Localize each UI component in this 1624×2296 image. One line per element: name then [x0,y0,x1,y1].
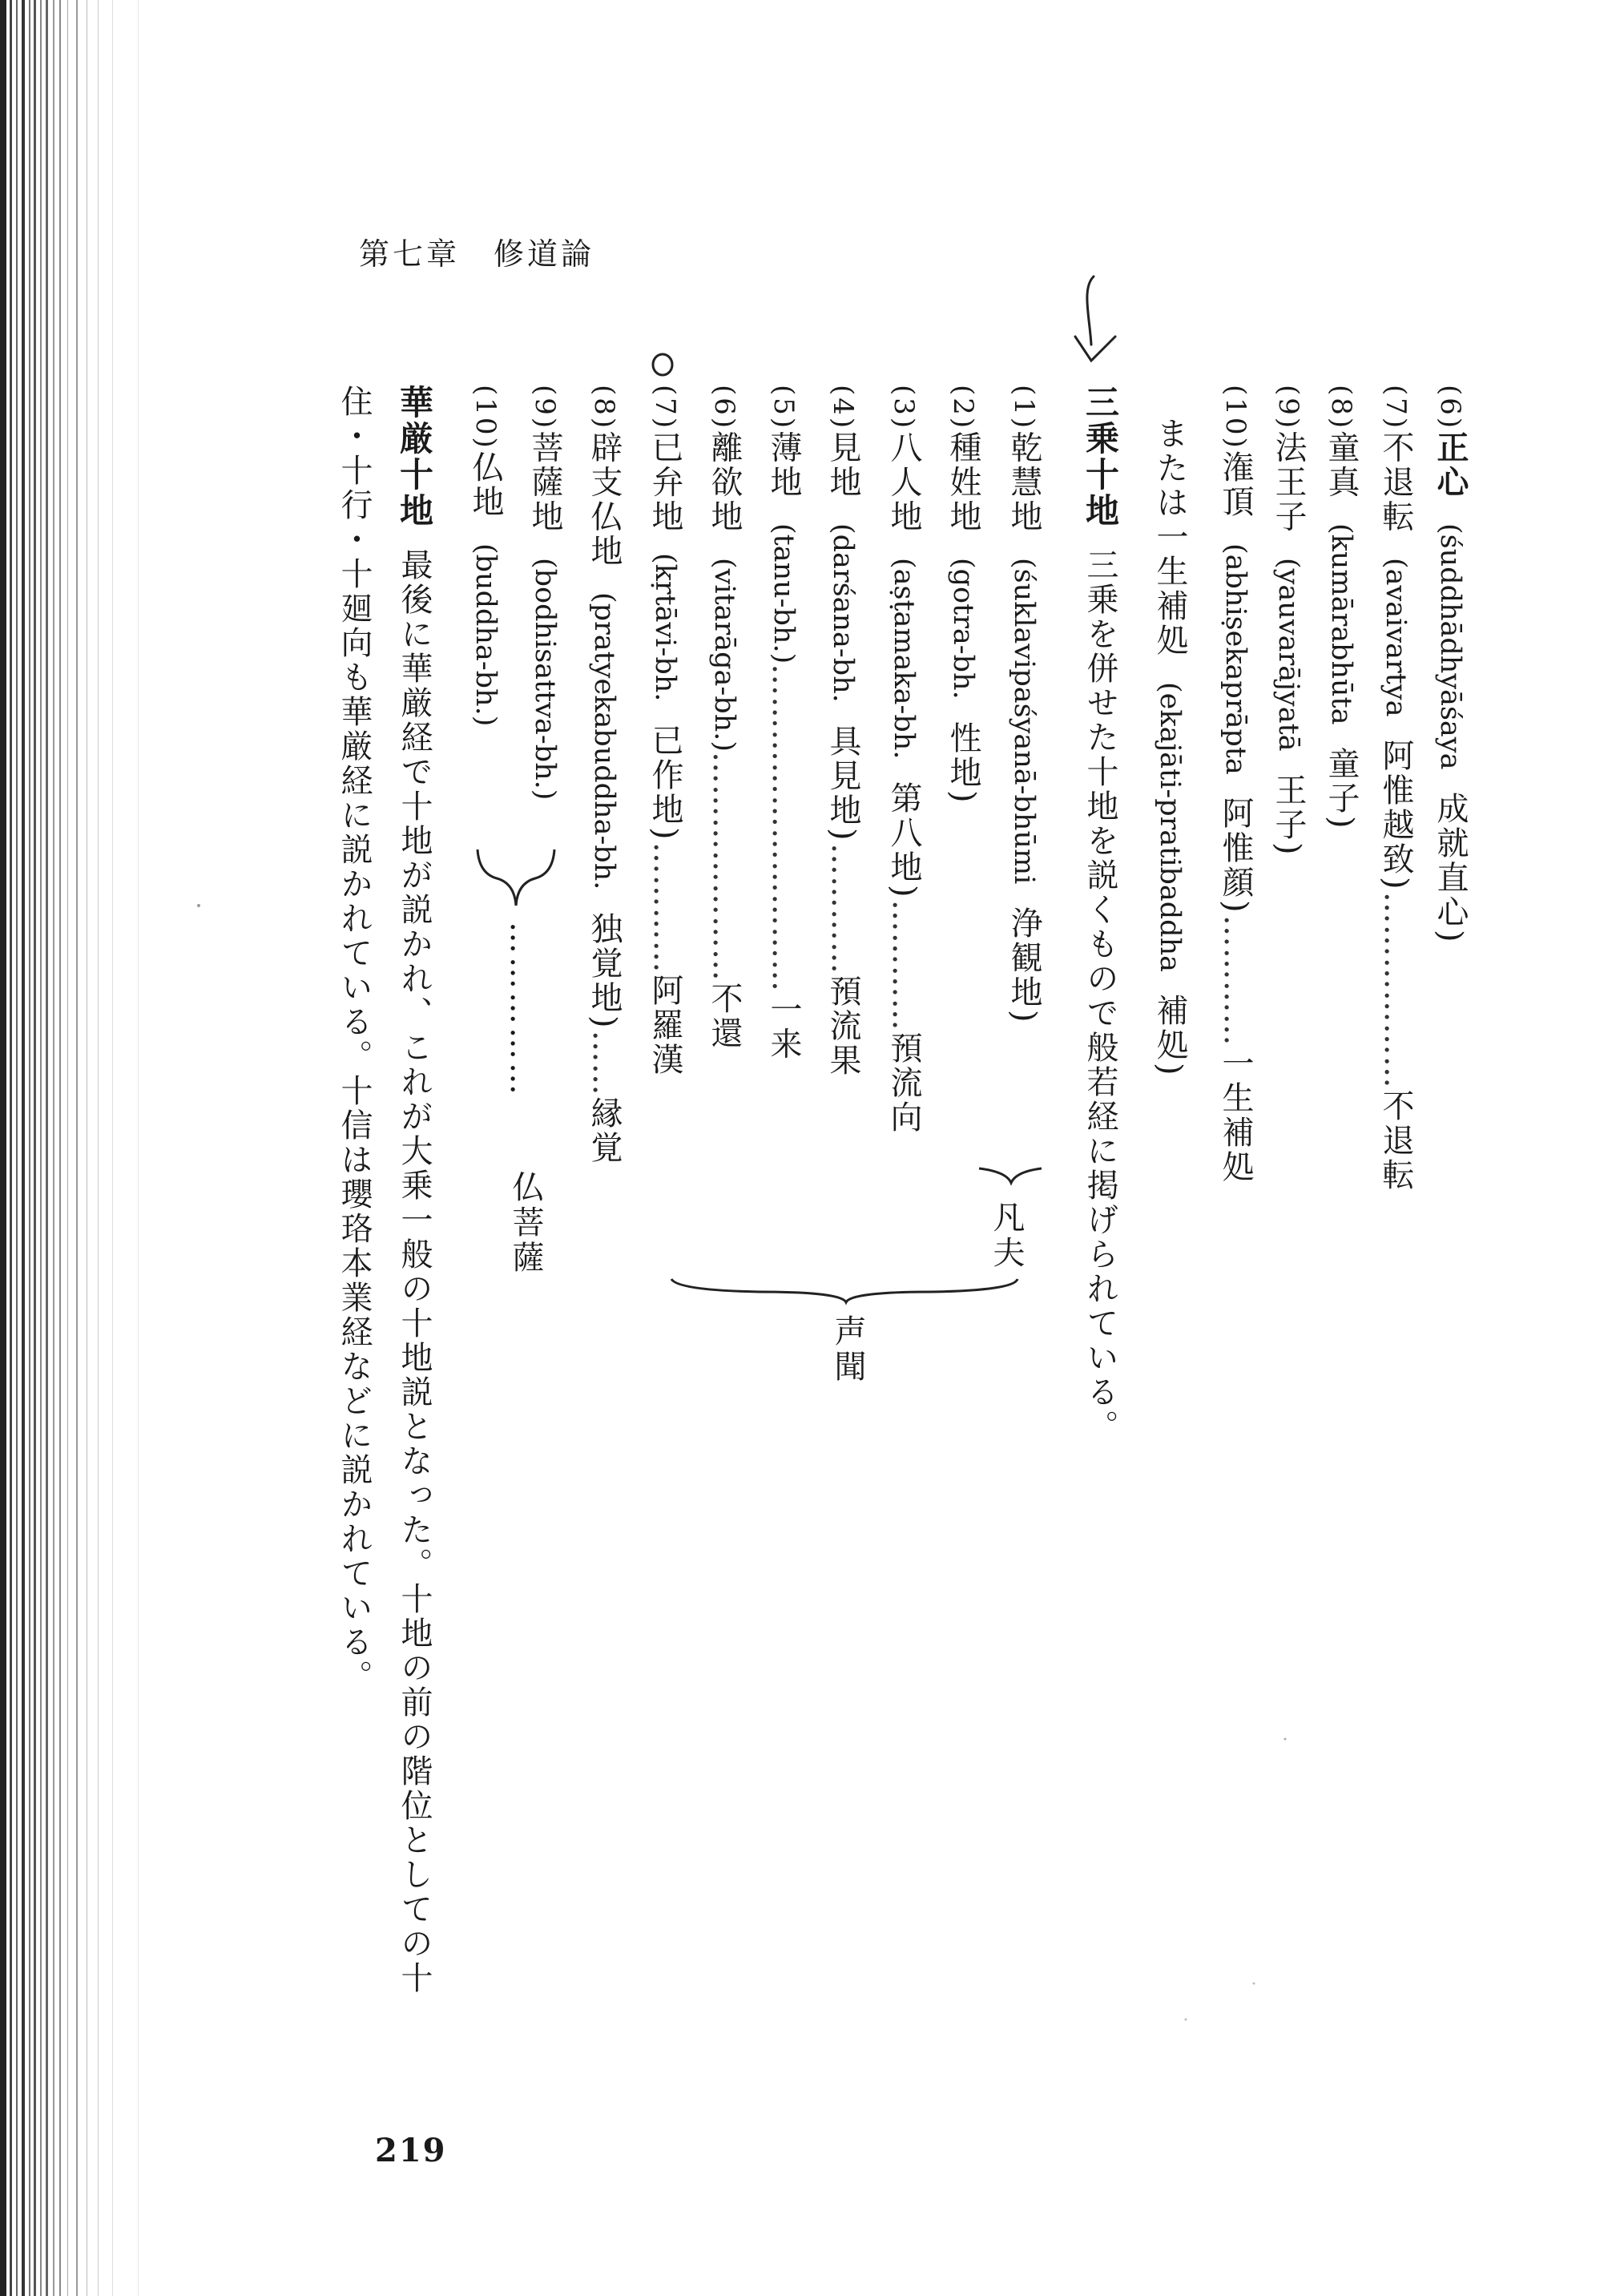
section-text-line1: 最後に華厳経で十地が説かれ、これが大乗一般の十地説となった。十地の前の階位としての十 [396,548,433,1995]
item-term: 見地 [824,430,861,500]
page-number: 219 [375,2132,447,2169]
section-title: 三乗十地 [1081,385,1120,529]
item-translation: 性地) [945,721,981,805]
item-category: 預流向 [885,1031,922,1135]
item-sanskrit: (pratyekabuddha-bh. [588,591,620,890]
group-label-butsu-bosatsu: 仏菩薩 [507,1170,544,1276]
item-translation: 浄観地) [1005,906,1042,1025]
item-category: 阿羅漢 [647,973,683,1077]
item-number: (3) [888,385,920,431]
section-text-line2: 住・十行・十廻向も華厳経に説かれている。十信は瓔珞本業経などに説かれている。 [336,385,373,1694]
item-sanskrit: (yauvarājyatā [1272,557,1304,752]
item-term: 不退転 [1377,430,1414,535]
item-number: (9) [1272,385,1304,431]
item-number: (1) [1008,385,1040,431]
item-number: (9) [529,385,561,431]
alt-line-sanskrit: (ekajāti-pratibaddha [1154,681,1186,972]
item-number: (4) [827,385,859,431]
item-term: 法王子 [1270,430,1307,535]
brace-bonpu-icon [979,1168,1042,1183]
group-label-shomon: 声聞 [829,1314,866,1385]
item-number: (8) [1325,385,1357,431]
item-term: 童真 [1323,430,1360,500]
item-number: (10) [1219,385,1251,450]
item-category: 一生補処 [1217,1046,1254,1184]
alt-line-lead: または一生補処 [1151,417,1188,658]
item-sanskrit: (kumārabhūta [1325,523,1357,725]
item-sanskrit: (kṛtāvi-bh. [649,552,681,702]
item-term: 乾慧地 [1005,430,1042,535]
item-translation: 王子) [1270,773,1307,857]
item-category: 不退転 [1377,1088,1414,1192]
item-translation: 独覚地) [586,911,623,1031]
leader-dots: ………… [1217,914,1254,1047]
leader-dots: ………………………… [765,664,802,993]
page-header: 第七章 修道論 [359,236,595,272]
item-number: (10) [469,385,502,450]
item-translation: 童子) [1323,747,1360,831]
item-translation: 阿惟越致) [1377,739,1414,892]
item-term: 仏地 [467,450,504,519]
brace-shomon-icon [671,1279,1018,1302]
handwritten-circle-icon [653,354,672,375]
item-sanskrit: (darśana-bh. [827,523,859,703]
leader-dots: ………… [885,899,922,1031]
item-category: 不還 [706,981,743,1051]
brace-butsu-bosatsu-icon [478,849,554,906]
group-label-bonpu: 凡夫 [988,1200,1025,1271]
section-title: 華厳十地 [395,385,434,529]
item-number: (5) [768,385,800,431]
item-sanskrit: (śuklavipaśyanā-bhūmi [1008,557,1040,885]
leader-dots: …… [586,1030,623,1096]
item-term: 菩薩地 [526,430,563,535]
item-term: 薄地 [765,430,802,500]
item-term: 八人地 [885,430,922,535]
item-term: 種姓地 [945,430,981,535]
item-sanskrit: (tanu-bh.) [768,523,800,664]
item-sanskrit: (gotra-bh. [947,557,979,700]
leader-dots: ……………… [1377,891,1414,1089]
item-number: (6) [1434,385,1466,431]
item-term: 離欲地 [706,430,743,535]
leader-dots: ………… [647,841,683,974]
leader-dots: ………………… [706,751,743,982]
item-number: (7) [649,385,681,431]
section-description: 三乗を併せた十地を説くもので般若経に掲げられている。 [1082,548,1118,1444]
item-category: 預流果 [824,974,861,1079]
item-translation: 具見地) [824,724,861,844]
item-translation: 阿惟顔) [1217,796,1254,915]
item-number: (7) [1380,385,1412,431]
item-sanskrit: (bodhisattva-bh.) [529,557,561,801]
item-term: 潅頂 [1217,450,1254,519]
item-number: (2) [947,385,979,431]
item-translation: 第八地) [885,781,922,900]
item-category: 一来 [765,992,802,1062]
item-sanskrit: (buddha-bh.) [469,543,502,726]
leader-dots: ………… [824,843,861,975]
item-sanskrit: (aṣṭamaka-bh. [888,557,920,760]
item-translation: 成就直心) [1432,792,1469,945]
handwritten-arrow-icon [1075,276,1115,361]
group-dots-butsu-bosatsu: …………… [503,922,540,1098]
alt-line-translation: 補処) [1151,994,1188,1079]
item-sanskrit: (śuddhādhyāśaya [1434,523,1466,770]
item-number: (6) [708,385,740,431]
item-category: 縁覚 [586,1096,623,1165]
item-sanskrit: (avaivartya [1380,557,1412,717]
item-term: 已弁地 [647,430,683,535]
item-sanskrit: (vitarāga-bh.) [708,557,740,752]
item-term: 正心 [1432,430,1469,500]
item-term: 辟支仏地 [586,430,623,569]
item-sanskrit: (abhiṣekaprāpta [1219,543,1251,775]
item-translation: 已作地) [647,724,683,842]
item-number: (8) [588,385,620,431]
